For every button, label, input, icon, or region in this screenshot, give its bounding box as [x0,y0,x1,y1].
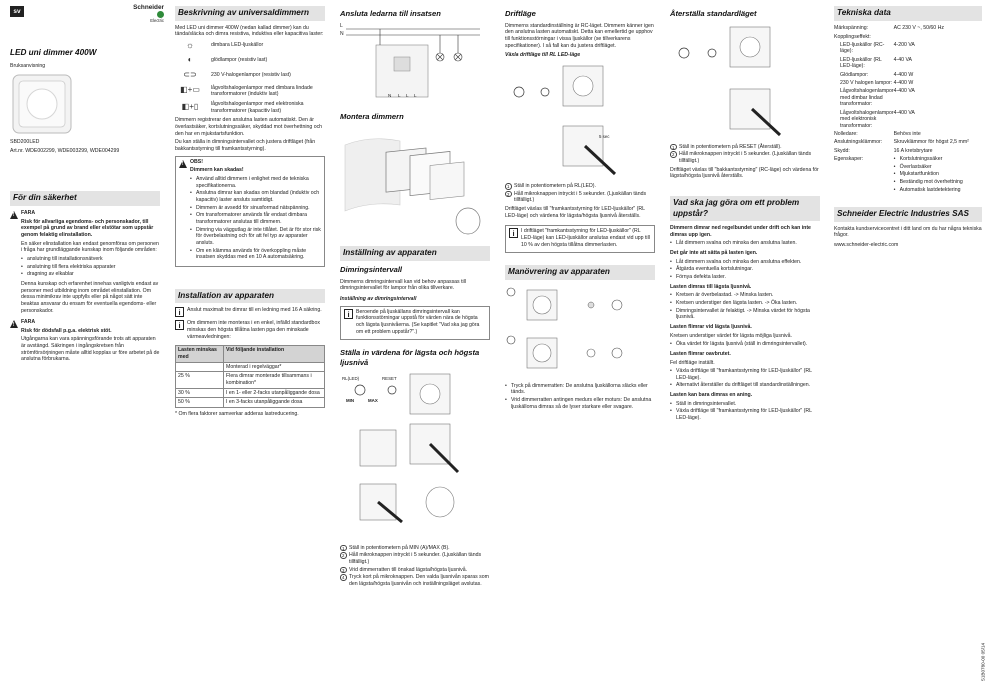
problem-list [670,292,820,321]
logo-brand: Schneider [133,4,164,11]
reset-header: Återställa standardläget [670,9,757,18]
table-footnote: * Om flera faktorer samverkar adderas lastreducering. [175,410,299,417]
table-row [834,147,982,155]
adjustment-steps-icon [340,372,490,542]
limits-illustration [340,372,490,542]
table-row [834,79,982,87]
problem-list [670,240,820,247]
transformer-icon: ◧+▭ [180,85,200,95]
mode-steps-icon [505,62,655,180]
spec-key: Anslutningsklämmor: [834,139,883,146]
table-row [834,25,982,33]
list-item: • Dimring via väggutlag är inte tillåtet. Det är för stor risk för överbelastning och för att fel typ av apparater ansluts. [190,227,321,247]
wiring-label: L [340,22,343,29]
warning-icon [10,211,18,219]
seconds-label: 5 sec [599,134,610,139]
table-row [834,56,982,71]
reset-steps [670,144,820,165]
column-2 [175,6,325,420]
warning-1 [10,210,160,316]
problem-title: Lasten flimrar oavbrutet. [670,350,731,357]
list-item [505,191,655,204]
mode-header: Driftläge [505,9,536,18]
company-text: Kontakta kundservicecentret i ditt land om du har några tekniska frågor. [834,225,982,239]
list-item: • Anslutna dimrar kan skadas om blandad (induktiv och kapacitiv) laster ansluts samtidigt. [190,190,321,203]
list-item: • Kortslutningssäker [894,156,982,163]
operate-list [505,383,655,411]
spec-value: AC 230 V ~, 50/60 Hz [893,25,944,32]
info-icon: i [175,320,184,330]
warning-2 [10,319,160,365]
obs-subtitle: Dimmern kan skadas! [190,167,244,174]
spec-key: Märkspänning: [834,25,869,32]
step-number-icon: 4 [340,574,347,581]
obs-box [175,156,325,267]
load-item [175,70,325,82]
problem-title: Det går inte att sätta på lasten igen. [670,249,758,256]
obs-title: OBS! [190,158,203,165]
list-item: • anslutning till installationsnätverk [21,256,160,263]
list-item: • Låt dimmern svalna och minska den anslutna effekten. [670,259,820,266]
list-item: • Åtgärda eventuella kortslutningar. [670,266,820,273]
step-number-icon: 1 [505,183,512,190]
info-icon: i [344,309,353,319]
list-item: • Mjukstartfunktion [894,171,982,178]
list-item: • Vrid dimmerratten antingen medurs eller moturs: De anslutna ljuskällorna dimras så de lyser starkare eller svagare. [505,397,655,410]
limits-title: Ställa in värdena för lägsta och högsta ljusnivå [340,348,480,367]
mode-text2: Driftläget växlas till "framkantsstyrning för LED-ljuskällor" (RL LED-läge) och värdena för lägsta/högsta ljusnivå återställs. [505,205,645,219]
load-label: 230 V-halogenlampor (resistiv last) [211,72,291,79]
reset-text: Driftläget växlas till "bakkantsstyrning" (RC-läge) och värdena för lägsta/högsta ljusnivå återställs. [670,166,819,180]
spec-key: LED-ljuskällor (RL LED-läge): [840,56,882,70]
warning-icon [179,160,187,168]
step-number-icon: 2 [670,151,677,158]
list-item: • Växla driftläge till "framkantsstyrning för LED-ljuskällor" (RL LED-läge). [670,368,820,381]
spec-key: Kopplingseffekt: [834,33,871,40]
column-3 [340,6,490,590]
spec-table [834,25,982,196]
spec-value: 4-400 VA [893,109,915,116]
step-text: Håll mikroknappen intryckt i 5 sekunder. (Ljuskällan tänds tillfälligt.) [514,190,647,204]
list-item [670,144,820,151]
range-title: Dimringsintervall [340,264,403,274]
info-icon: i [175,307,184,317]
wiring-label: N [340,30,344,37]
table-cell: 25 % [176,372,224,388]
problem-text: Fel driftläge inställt. [670,359,715,366]
list-item: • dragning av elkablar [21,271,160,278]
table-row [834,41,982,56]
limits-steps [340,545,490,588]
mount-header: Montera dimmern [340,111,404,121]
table-row [176,398,325,408]
spec-value: 16 A kretsbrytare [893,147,933,154]
dial-label: MAX [368,397,378,403]
dimmer-product-icon [10,72,74,136]
spec-value: 4-40 VA [893,56,912,63]
table-row [176,372,325,388]
list-item: • Om transformatorer används får endast dimbara transformatorer anslutas till dimmern. [190,212,321,225]
spec-key: 230 V halogen lampor: [840,79,893,86]
load-list [175,40,325,115]
step-text: Håll mikroknappen intryckt i 5 sekunder. (Ljuskällan tänds tillfälligt.) [349,552,482,565]
website-link[interactable]: www.schneider-electric.com [834,241,899,248]
table-row [834,71,982,79]
list-item: • Tryck på dimmerratten: De anslutna ljuskällorna släcks eller tänds. [505,383,655,396]
range-subtitle: Inställning av dimringsintervall [340,295,417,302]
load-item [175,40,325,52]
spec-value: 4-400 VA [893,88,915,95]
spec-value [894,155,982,195]
warning-icon [10,320,18,328]
list-item: • anslutning till flera elektriska apparater [21,264,160,271]
table-row [834,87,982,109]
list-item [340,545,490,552]
spec-key: LED-ljuskällor (RC-läge): [840,41,885,55]
connect-header: Ansluta ledarna till insatsen [340,9,441,18]
spec-value [894,33,982,41]
mode-subtitle: Växla driftläge till RL LED-läge [505,52,581,59]
list-item: • Alternativt återställer du driftläget till standardinställningen. [670,382,820,389]
table-row [834,155,982,195]
step-number-icon: 2 [505,191,512,198]
article-numbers: Art.nr. WDE002299, WDE003299, WDE004299 [10,147,120,154]
logo-sub: Electric [150,18,164,23]
column-4 [505,6,655,413]
warning-2-bold: Risk för dödsfall p.g.a. elektrisk stöt. [21,327,112,334]
description-text1: Dimmern registrerar den anslutna lasten automatiskt. Den är överlastsäker, kortslutningssäker, skyddad mot överhettning och den har en mjukstartsfunktion. [175,117,323,137]
warning-1-bold: Risk för allvarliga egendoms- och personskador, till exempel på grund av brand eller elstötar som uppstår genom felaktig elinstallation. [21,218,154,238]
spec-key: Egenskaper: [834,155,864,162]
setting-header: Inställning av apparaten [340,246,490,261]
warning-1-list [21,256,160,278]
range-note-text: Beroende på ljuskällans dimringsintervall kan funktionsstörningar uppstå för värden nära de högsta och lägsta ljusnivåerna. (Se kapitlet "Vad ska jag göra om ett problem uppstår?".) [356,308,480,335]
install-note-1-text: Anslut maximalt tre dimrar till en ledning med 16 A säkring. [187,307,322,314]
problem-list [670,368,820,389]
list-item: • Förnya defekta laster. [670,274,820,281]
list-item [670,151,820,164]
list-item: • Dimringsintervallet är felaktigt. -> Minska värdet för högsta ljusnivå. [670,308,820,321]
safety-header: För din säkerhet [10,191,160,206]
column-5 [670,6,820,425]
document-code: S1B0780-00 05/14 [980,643,986,681]
column-6 [834,6,982,251]
column-1 [10,48,160,368]
list-item: • Öka värdet för lägsta ljusnivå (ställ in dimringsintervallet). [670,341,820,348]
list-item [505,183,655,190]
load-label: glödlampor (resistiv last) [211,57,268,64]
table-header: Lasten minskas med [176,346,224,362]
problem-list [670,259,820,281]
dial-label: MIN [346,397,355,403]
spec-key: Nolledare: [834,131,858,138]
list-item [340,574,490,587]
install-note-1 [175,307,325,317]
step-number-icon: 3 [340,567,347,574]
list-item: • Överlastsäker [894,164,982,171]
description-text2: Du kan ställa in dimningsintervallet och justera driftläget (från bakkantsstyrning till framkantsstyrning). [175,139,316,153]
load-item [175,55,325,67]
reset-steps-icon [670,23,820,141]
table-row [176,362,325,372]
table-header: Vid följande installation [224,346,325,362]
table-cell: I en 1- eller 2-facks utanpåliggande dosa [224,388,325,398]
model-number: SBD200LED [10,139,40,146]
mode-steps [505,183,655,204]
table-row [176,388,325,398]
table-cell: Monterad i regelväggar* [224,362,325,372]
mode-note-text: I driftläget "framkantsstyrning för LED-ljuskällor" (RL LED-läge) kan LED-ljuskällor anslutas endast vid upp till 10 % av den högsta tillåtna dimmerlasten. [521,228,650,248]
table-cell: 50 % [176,398,224,408]
table-row [834,109,982,131]
spec-value: 4-200 VA [893,41,915,48]
operation-icon [505,284,655,380]
spec-value: Skruvklämmor för högst 2,5 mm² [893,139,969,146]
language-badge: sv [10,6,24,17]
dial-label: RL(LED) [342,375,360,381]
warning-1-title: FARA [21,209,36,216]
warning-1-text2: Denna kunskap och erfarenhet innehas vanligtvis endast av personer med utbildning inom området elinstallation. Om dessa minimikrav inte uppfylls eller på något sätt inte beaktas ansvarar du ensam för eventuella egendoms- eller personskador. [21,280,159,314]
problem-list [670,401,820,422]
list-item: • Växla driftläge till "framkantsstyrning för LED-ljuskällor" (RL LED-läge). [670,408,820,421]
step-text: Tryck kort på mikroknappen. Den valda ljusnivån sparas som den lägsta/högsta ljusnivån och inställningsläget avslutas. [349,574,489,587]
operate-header: Manövrering av apparaten [505,265,655,280]
product-image [10,72,160,136]
table-header-row [176,346,325,362]
range-note [340,306,490,341]
schneider-logo [128,5,164,23]
wiring-diagram [340,23,490,109]
step-text: Ställ in potentiometern på RESET (Återställ). [679,143,782,150]
warning-1-text: En säker elinstallation kan endast genomföras om personen i fråga har grundläggande kunskap inom följande områden: [21,240,159,254]
list-item: • Använd alltid dimmern i enlighet med de tekniska specifikationerna. [190,176,321,189]
list-item: • Beständig mot överhettning [894,179,982,186]
list-item: • Ställ in dimringsintervallet. [670,401,820,408]
list-item: • Automatisk lastdetektering [894,187,982,194]
spec-key: Lågvoltshalogenlampor med dimbar lindad transformator: [840,88,894,108]
terminal-label: L [398,92,401,98]
warning-2-title: FARA [21,319,36,326]
step-number-icon: 1 [340,545,347,552]
terminal-label: L [406,92,409,98]
problem-title: Lasten dimras till lägsta ljusnivå. [670,283,752,290]
problem-title: Dimmern dimrar ned regelbundet under drift och kan inte dimras upp igen. [670,225,811,238]
step-text: Ställ in potentiometern på RL(LED). [514,183,596,189]
spec-value: 4-400 W [893,71,914,78]
manual-label: Bruksanvisning [10,62,46,69]
mode-text: Dimmerns standardinställning är RC-läget. Dimmern känner igen den anslutna lasten automatiskt. Detta kan emellertid ge upphov till funktionsstörningar i vissa ljuskällor (se tillverkarens specifikationer). I så fall kan du justera driftläget. [505,22,654,49]
dial-label: RESET [382,375,397,381]
table-row [834,130,982,138]
problem-title: Lasten kan bara dimras en aning. [670,392,753,399]
table-cell: I en 3-facks utanpåliggande dosa [224,398,325,408]
company-header: Schneider Electric Industries SAS [834,207,982,222]
tech-header: Tekniska data [834,6,982,21]
list-item [340,567,490,574]
step-number-icon: 2 [340,552,347,559]
description-header: Beskrivning av universaldimmern [175,6,325,21]
mount-illustration [340,125,490,243]
list-item: • Kretsen är överbelastad. -> Minska lasten. [670,292,820,299]
list-item: • Dimmern är avsedd för sinusformad nätspänning. [190,205,321,212]
led-icon: ☼ [185,39,195,50]
mode-note [505,225,655,253]
table-row [834,139,982,147]
electronic-transformer-icon: ◧+▯ [181,101,199,111]
problem-text: Kretsen understiger värdet för lägsta möjliga ljusnivå. [670,332,792,339]
problem-title: Lasten flimrar vid lägsta ljusnivå. [670,323,752,330]
terminal-label: L [414,92,417,98]
load-label: lågvoltshalogenlampor med dimbara lindade transformatorer (induktiv last) [211,84,313,98]
table-cell: Flera dimrar monterade tillsammans i kombination* [224,372,325,388]
load-reduction-table [175,345,325,408]
warning-2-text: Utgångarna kan vara spänningsförande trots att apparaten är avstängd. Säkringen i ingångskretsen från strömförsörjningen måste alltid kopplas ur före arbetet på de anslutna förbrukarna. [21,336,160,363]
description-intro: Med LED uni dimmer 400W (nedan kallad dimmer) kan du tända/släcka och dimra resistiva, induktiva eller kapacitiva laster: [175,24,324,38]
bulb-icon: ◐ [187,54,193,64]
table-cell: 30 % [176,388,224,398]
spec-key: Glödlampor: [840,71,869,78]
terminal-label: N [388,92,392,98]
install-note-2 [175,320,325,342]
operate-illustration [505,284,655,380]
mounting-icon [340,125,490,243]
problem-list [670,341,820,348]
spec-key: Lågvoltshalogenlampor med elektronisk transformator: [840,109,894,129]
step-text: Vrid dimmerratten till önskad lägsta/högsta ljusnivå. [349,566,468,573]
reset-illustration [670,23,820,141]
step-text: Ställ in potentiometern på MIN (A)/MAX (B). [349,544,450,551]
list-item: • Kretsen understiger den lägsta lasten. -> Öka lasten. [670,300,820,307]
step-text: Håll mikroknappen intryckt i 5 sekunder. (Ljuskällan tänds tillfälligt.) [679,151,812,165]
spec-value: Behövs inte [893,131,921,138]
installation-header: Installation av apparaten [175,289,325,304]
product-title: LED uni dimmer 400W [10,48,97,57]
halogen-icon: ⊂⊃ [183,69,197,79]
load-item [175,85,325,98]
problem-header: Vad ska jag göra om ett problem uppstår? [670,196,820,221]
list-item: • Låt dimmern svalna och minska den anslutna lasten. [670,240,820,247]
table-cell [176,362,224,372]
step-number-icon: 1 [670,144,677,151]
spec-value: 4-400 W [893,79,914,86]
load-label: dimbara LED-ljuskällor [211,42,264,49]
info-icon: i [509,228,518,238]
load-label: lågvoltshalogenlampor med elektroniska transformatorer (kapacitiv last) [211,101,304,114]
mode-illustration [505,62,655,180]
list-item [340,552,490,565]
load-item [175,101,325,114]
range-text: Dimmerns dimringsintervall kan vid behov anpassas till dimringsintervallet för lampor från olika tillverkare. [340,278,466,292]
spec-key: Skydd: [834,147,850,154]
install-note-2-text: Om dimmern inte monteras i en enkel, infälld standardbox minskas den högsta tillåtna lasten pga den minskade värmeavledningen: [187,320,320,340]
list-item: • Om en klämma används för överkoppling måste insatsen skyddas med en 10 A automatsäkring. [190,248,321,261]
feature-list [894,156,982,193]
table-row [834,33,982,41]
obs-list [190,176,321,261]
